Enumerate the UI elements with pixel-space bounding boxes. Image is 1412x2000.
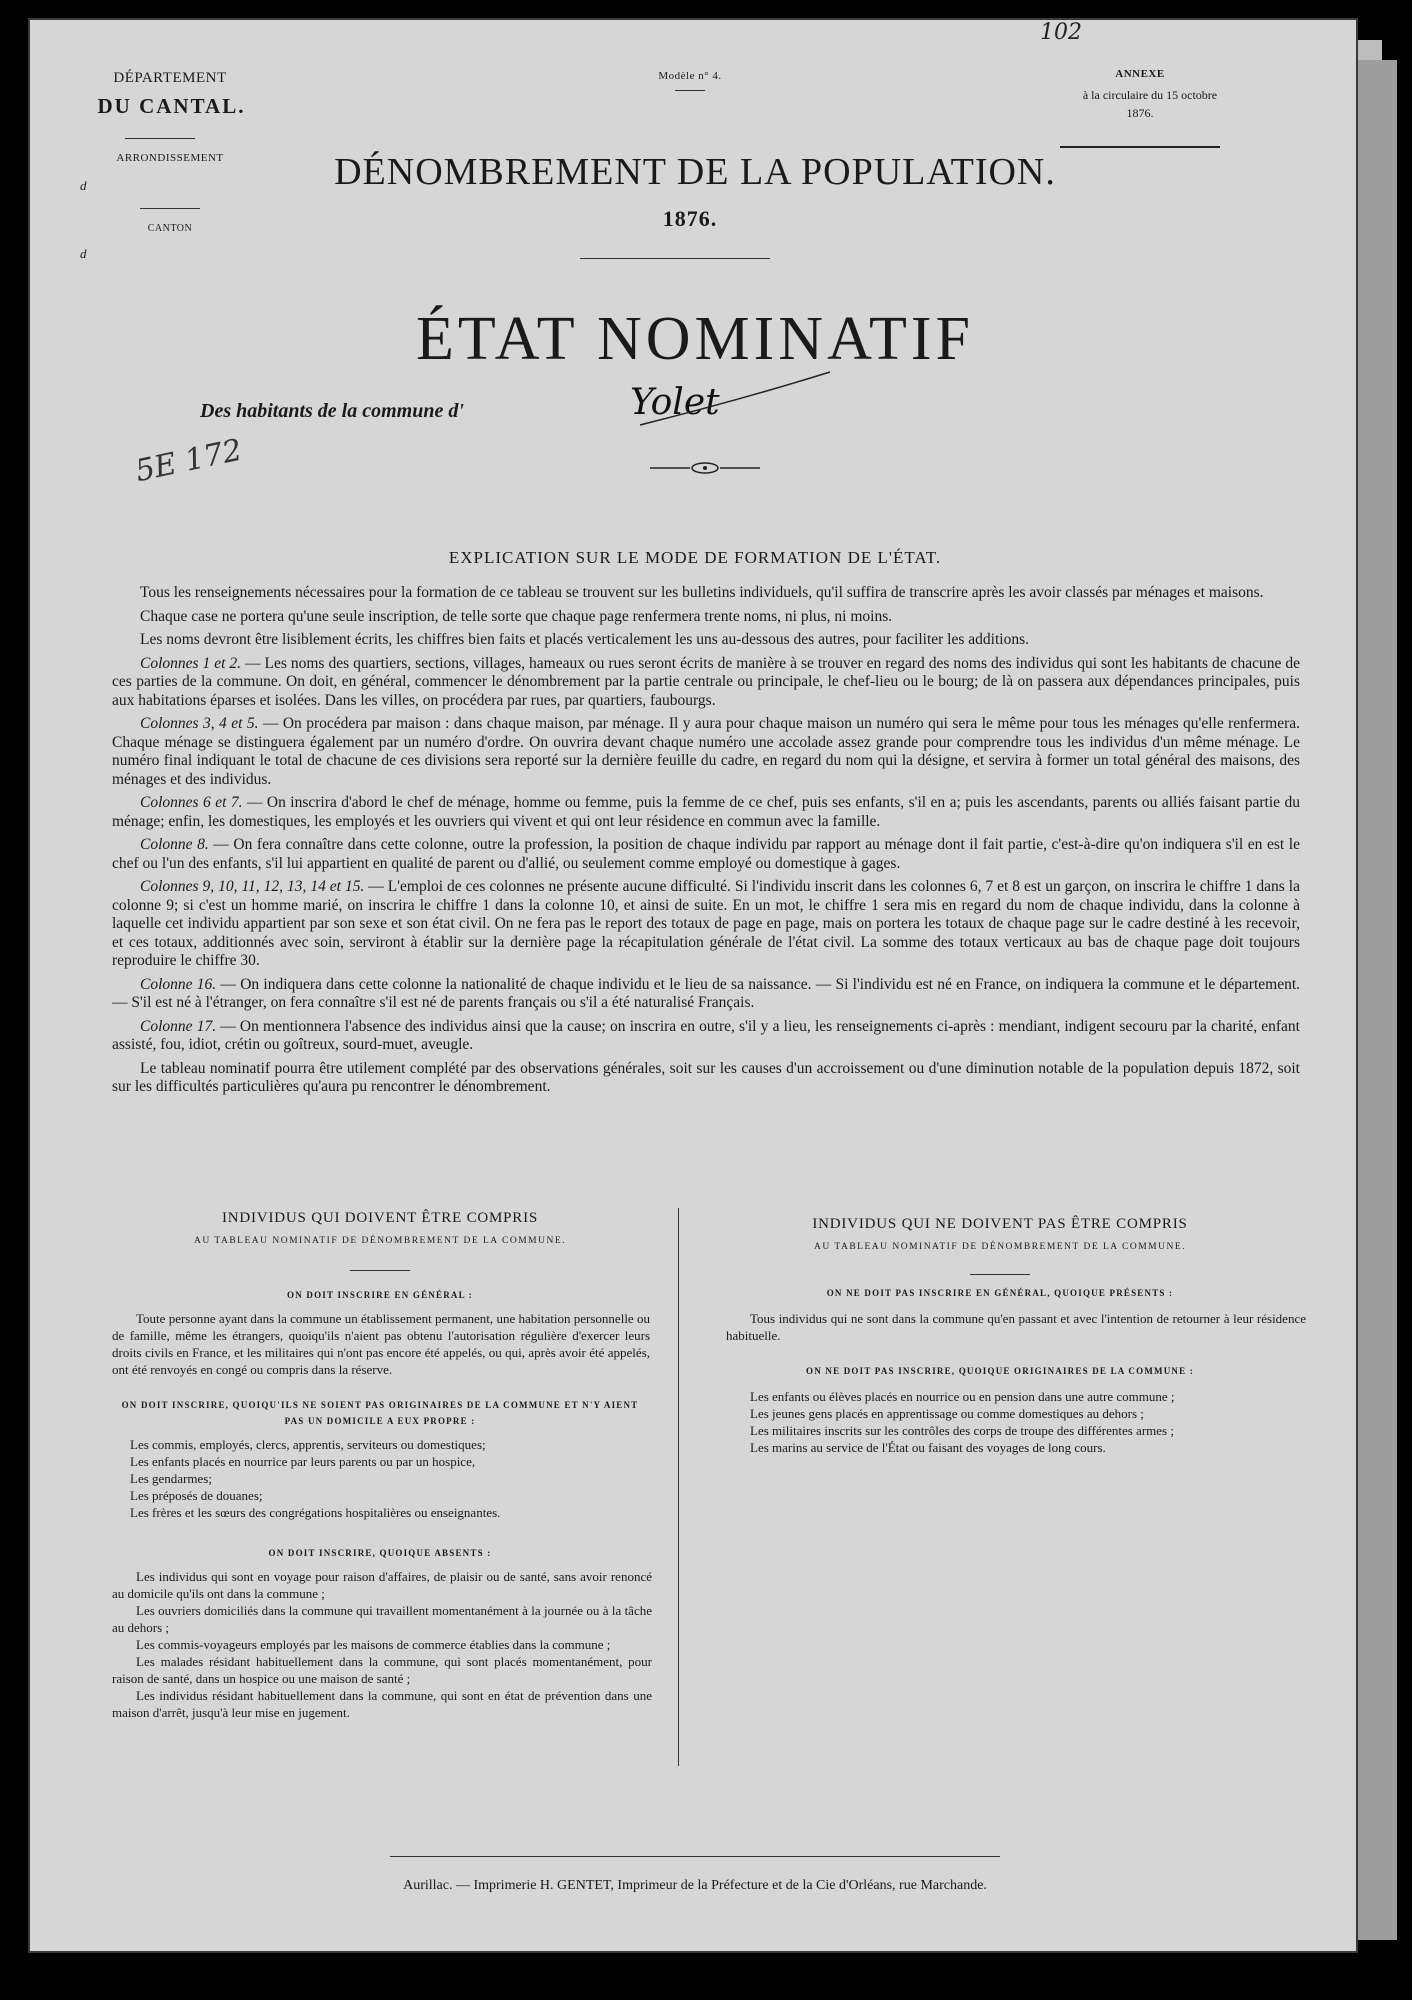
paragraph-text: Chaque case ne portera qu'une seule inscription, de telle sorte que chaque page renfermera trente noms, ni plus, ni moins. [140, 607, 893, 625]
column-divider [678, 1208, 679, 1766]
census-form-page [28, 18, 1358, 1953]
excluded-general-paragraph: Tous individus qui ne sont dans la commune qu'en passant et avec l'intention de retourner à leur résidence habituelle. [726, 1311, 1306, 1343]
paragraph-text: Tous les renseignements nécessaires pour la formation de ce tableau se trouvent sur les bulletins individuels, qu'il suffira de transcrire après les avoir classés par ménages et maisons. [140, 584, 1264, 601]
list-item: Les commis-voyageurs employés par les maisons de commerce établies dans la commune ; [136, 1637, 611, 1652]
divider [1060, 146, 1220, 148]
explanation-paragraph [112, 715, 1300, 789]
excluded-general-text [726, 1310, 1306, 1344]
excluded-general-heading: ON NE DOIT PAS INSCRIRE EN GÉNÉRAL, QUOIQUE PRÉSENTS : [826, 1288, 1174, 1298]
divider [970, 1274, 1030, 1275]
column-reference-label: Colonne 17. [140, 1017, 217, 1035]
paragraph-text: — Les noms des quartiers, sections, villages, hameaux ou rues seront écrits de manière à se trouver en regard des noms des individus qui sont les habitants de chacune de ces parties de la commune. On doit, en général, commencer le dénombrement par la partie centrale ou principale, le chef-lieu ou le bourg; de là on passera aux dépendances principales, puis aux habitations éparses et isolées. Dans les villes, on procédera par rues, par quartiers, faubourgs. [112, 654, 1300, 709]
list-item: Les commis, employés, clercs, apprentis, serviteurs ou domestiques; [130, 1437, 486, 1452]
department-name: DU CANTAL. [97, 94, 246, 118]
list-item: Les individus qui sont en voyage pour raison d'affaires, de plaisir ou de santé, sans avoir renoncé au domicile qu'ils ont dans la commune ; [112, 1569, 652, 1601]
list-item: Les jeunes gens placés en apprentissage ou comme domestiques au dehors ; [750, 1406, 1144, 1421]
included-absents-heading: ON DOIT INSCRIRE, QUOIQUE ABSENTS : [268, 1548, 492, 1558]
explanation-paragraph [112, 1060, 1300, 1097]
list-item: Les frères et les sœurs des congrégations hospitalières ou enseignantes. [130, 1505, 501, 1520]
included-non-originaires-heading: ON DOIT INSCRIRE, QUOIQU'ILS NE SOIENT PAS ORIGINAIRES DE LA COMMUNE ET N'Y AIENT [121, 1400, 639, 1410]
column-reference-label: Colonne 16. [140, 975, 217, 993]
list-item: Les préposés de douanes; [130, 1488, 263, 1503]
explanation-paragraph [112, 1018, 1300, 1055]
included-general-heading: ON DOIT INSCRIRE EN GÉNÉRAL : [287, 1290, 473, 1300]
paragraph-text: Le tableau nominatif pourra être utilement complété par des observations générales, soit sur les causes d'un accroissement ou d'une diminution notable de la population depuis 1872, soit sur les difficultés particulières qu'aura pu rencontrer le dénombrement. [112, 1059, 1300, 1095]
excluded-subheading: AU TABLEAU NOMINATIF DE DÉNOMBREMENT DE LA COMMUNE. [814, 1242, 1186, 1252]
explanation-paragraph [112, 631, 1300, 650]
archive-annotation: 5E 172 [132, 432, 246, 490]
form-title: DÉNOMBREMENT DE LA POPULATION. [334, 151, 1056, 193]
column-reference-label: Colonne 8. [140, 836, 209, 853]
paragraph-text: Les noms devront être lisiblement écrits, les chiffres bien faits et placés verticalement les uns au-dessous des autres, pour faciliter les additions. [140, 631, 1029, 648]
included-subheading: AU TABLEAU NOMINATIF DE DÉNOMBREMENT DE LA COMMUNE. [194, 1236, 566, 1246]
list-item: Les enfants ou élèves placés en nourrice ou en pension dans une autre commune ; [750, 1389, 1175, 1404]
explanation-paragraph [112, 655, 1300, 711]
explanation-paragraph [112, 976, 1300, 1013]
explanation-body [112, 584, 1300, 1102]
explanation-paragraph [112, 608, 1300, 627]
list-item: Les malades résidant habituellement dans la commune, qui sont placés momentanément, pour raison de santé, dans un hospice ou une maison de santé ; [112, 1654, 652, 1686]
included-heading: INDIVIDUS QUI DOIVENT ÊTRE COMPRIS [221, 1210, 539, 1226]
included-non-originaires-list [116, 1436, 656, 1521]
form-year: 1876. [662, 206, 718, 231]
column-reference-label: Colonnes 9, 10, 11, 12, 13, 14 et 15. [140, 878, 365, 895]
arrondissement-field: d [80, 178, 87, 193]
divider [675, 90, 705, 91]
excluded-heading: INDIVIDUS QUI NE DOIVENT PAS ÊTRE COMPRIS [812, 1216, 1188, 1232]
list-item: Les ouvriers domiciliés dans la commune qui travaillent momentanément à la journée ou à la tâche au dehors ; [112, 1603, 652, 1635]
included-non-originaires-heading-2: PAS UN DOMICILE A EUX PROPRE : [284, 1416, 476, 1426]
list-item: Les gendarmes; [130, 1471, 212, 1486]
commune-name-handwritten: Yolet [630, 382, 720, 423]
annexe-year: 1876. [1126, 106, 1154, 120]
excluded-originaires-heading: ON NE DOIT PAS INSCRIRE, QUOIQUE ORIGINAIRES DE LA COMMUNE : [806, 1366, 1194, 1376]
paragraph-text: — On procédera par maison : dans chaque maison, par ménage. Il y aura pour chaque maison un numéro qui sera le même pour tous les ménages qu'elle renfermera. Chaque ménage se distinguera également par un numéro d'ordre. On ouvrira devant chaque numéro une accolade assez grande pour comprendre tous les individus d'un même ménage. Le numéro final indiquant le total de chacune de ces divisions sera reporté sur la dernière feuille du cadre, en regard du nom qui la désigne, et servira à former un total général des maisons, des ménages et des individus. [112, 715, 1300, 788]
excluded-originaires-list [736, 1388, 1316, 1456]
paragraph-text: — L'emploi de ces colonnes ne présente aucune difficulté. Si l'individu inscrit dans les colonnes 6, 7 et 8 est un garçon, on inscrira le chiffre 1 dans la colonne 9; si c'est un homme marié, on inscrira le chiffre 1 dans la colonne 10, et ainsi de suite. En un mot, le chiffre 1 sera mis en regard du nom de chaque individu, dans la colonne à laquelle cet individu appartient par son sexe et son état civil. On ne fera pas le report des totaux de page en page, mais on portera les totaux de chaque page sur le cadre destiné à les recevoir, et ces totaux, additionnés avec soin, serviront à établir sur la dernière page la récapitulation générale de l'état civil. La somme des totaux verticaux au bas de chaque page doit toujours reproduire le chiffre 30. [112, 878, 1300, 969]
list-item: Les individus résidant habituellement dans la commune, qui sont en état de prévention dans une maison d'arrêt, jusqu'à leur mise en jugement. [112, 1688, 652, 1720]
column-reference-label: Colonnes 1 et 2. [140, 654, 242, 672]
divider [350, 1270, 410, 1271]
paragraph-text: — On indiquera dans cette colonne la nationalité de chaque individu et le lieu de sa naissance. — Si l'individu est né en France, on indiquera la commune et le département. — S'il est né à l'étranger, on fera connaître s'il est né de parents français ou s'il a été naturalisé Français. [112, 975, 1301, 1011]
footer-rule [390, 1856, 1000, 1857]
included-general-text [112, 1310, 650, 1378]
paragraph-text: — On inscrira d'abord le chef de ménage, homme ou femme, puis la femme de ce chef, puis ses enfants, s'il en a; puis les ascendants, parents ou alliés faisant partie du ménage; enfin, les domestiques, les employés et les ouvriers qui vivent et qui ont leur résidence en commun avec la famille. [112, 794, 1300, 830]
paragraph-text: — On mentionnera l'absence des individus ainsi que la cause; on inscrira en outre, s'il y a lieu, les renseignements ci-après : mendiant, indigent secouru par la charité, enfant assisté, fou, idiot, crétin ou goîtreux, sourd-muet, aveugle. [112, 1017, 1300, 1053]
page-number-handwritten: 102 [1040, 20, 1082, 45]
list-item: Les militaires inscrits sur les contrôles des corps de troupe des différentes armes ; [750, 1423, 1174, 1438]
divider [580, 258, 770, 259]
column-reference-label: Colonnes 6 et 7. [140, 794, 243, 811]
canton-field: d [80, 246, 87, 261]
canton-label: CANTON [147, 223, 193, 234]
handwriting-flourish [620, 370, 860, 440]
included-absents-list [112, 1568, 652, 1721]
model-number: Modèle n° 4. [658, 70, 722, 82]
explanation-title: EXPLICATION SUR LE MODE DE FORMATION DE L'ÉTAT. [448, 548, 942, 567]
arrondissement-label: ARRONDISSEMENT [116, 152, 224, 164]
divider [125, 138, 195, 139]
list-item: Les marins au service de l'État ou faisant des voyages de long cours. [750, 1440, 1106, 1455]
ornament-icon [650, 460, 760, 476]
explanation-paragraph [112, 584, 1300, 603]
explanation-paragraph [112, 836, 1300, 873]
explanation-paragraph [112, 878, 1300, 971]
included-general-paragraph: Toute personne ayant dans la commune un établissement permanent, une habitation personnelle ou de famille, même les étrangers, quoiqu'ils n'aient pas obtenu l'autorisation régulière d'exercer leurs droits civils en France, et les militaires qui n'ont pas encore été appelés, ou qui, après avoir été appelés, ont été renvoyés en congé ou compris dans la réserve. [112, 1311, 650, 1377]
explanation-paragraph [112, 794, 1300, 831]
column-reference-label: Colonnes 3, 4 et 5. [140, 715, 259, 732]
etat-nominatif-heading: ÉTAT NOMINATIF [416, 305, 974, 373]
divider [140, 208, 200, 209]
commune-line-label: Des habitants de la commune d' [200, 400, 464, 422]
department-label: DÉPARTEMENT [113, 70, 227, 86]
paragraph-text: — On fera connaître dans cette colonne, outre la profession, la position de chaque individu par rapport au ménage dont il fait partie, c'est-à-dire qu'on indiquera s'il en est le chef ou l'un des enfants, s'il lui appartient en qualité de parent ou d'allié, ou seulement comme employé ou domestique à gages. [112, 836, 1300, 872]
list-item: Les enfants placés en nourrice par leurs parents ou par un hospice, [130, 1454, 476, 1469]
annexe-label: ANNEXE [1115, 68, 1165, 80]
annexe-circular: à la circulaire du 15 octobre [1082, 88, 1218, 102]
printer-footer: Aurillac. — Imprimerie H. GENTET, Imprimeur de la Préfecture et de la Cie d'Orléans, rue Marchande. [403, 1878, 987, 1893]
